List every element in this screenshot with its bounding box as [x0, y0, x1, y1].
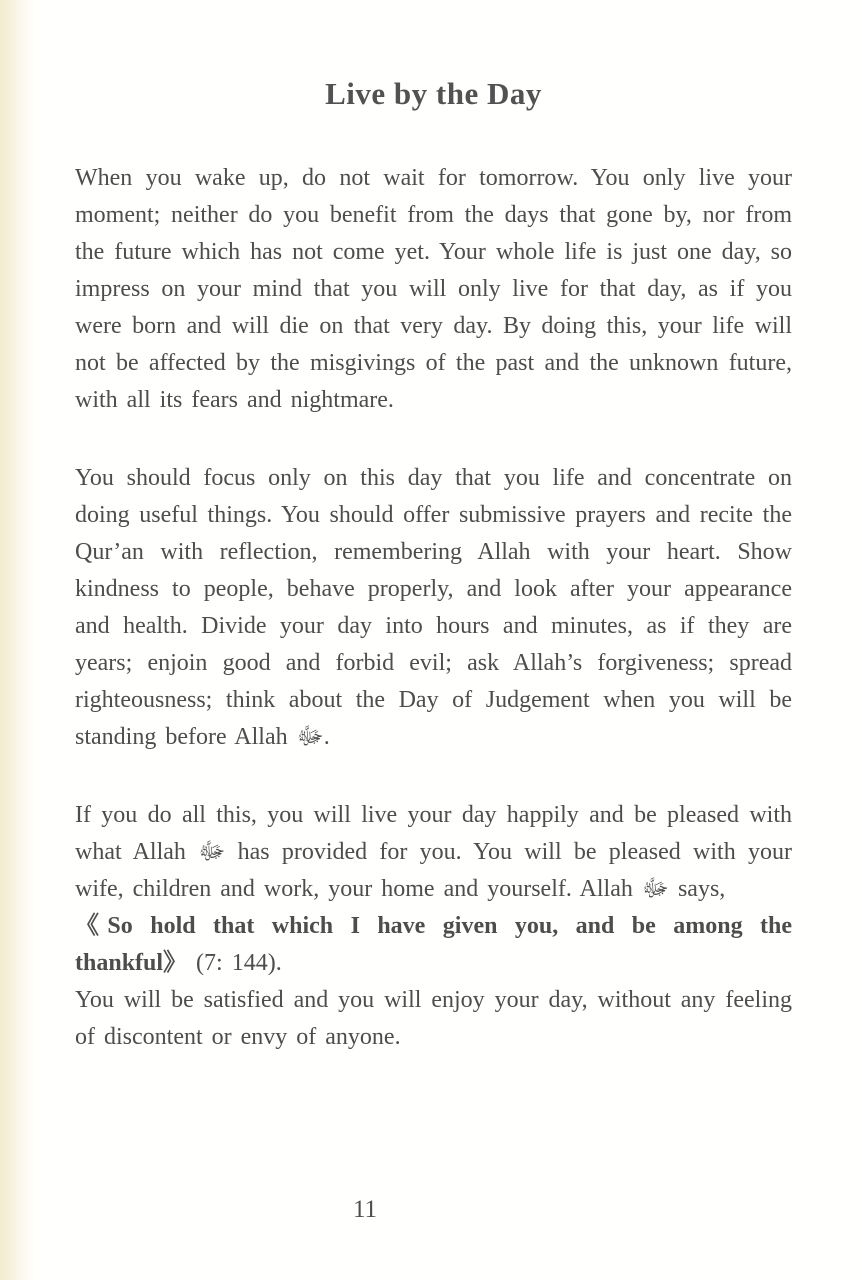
- paragraph-2: You should focus only on this day that you life and concentrate on doing useful things. You should offer submissive prayers and recite the Qur’an with reflection, remembering Allah with your heart. Show kindness to people, behave properly, and look after your appearance and health. Divide your day into hours and minutes, as if they are years; enjoin good and forbid evil; ask Allah’s forgiveness; spread righteousness; think about the Day of Judgement when you will be standing before Allah ﷻ.: [75, 465, 792, 750]
- chapter-title: Live by the Day: [325, 76, 542, 111]
- closing-paragraph: You will be satisfied and you will enjoy your day, without any feeling of discontent or envy of anyone.: [75, 987, 792, 1050]
- quote-text: 《So hold that which I have given you, and be among the thankful》: [75, 913, 792, 976]
- quran-quote: [75, 908, 792, 982]
- quote-reference: (7: 144).: [187, 950, 282, 976]
- paragraph-1: When you wake up, do not wait for tomorrow. You only live your moment; neither do you benefit from the days that gone by, nor from the future which has not come yet. Your whole life is just one day, so impress on your mind that you will only live for that day, as if you were born and will die on that very day. By doing this, your life will not be affected by the misgivings of the past and the unknown future, with all its fears and nightmare.: [75, 165, 792, 413]
- paragraph-3: If you do all this, you will live your day happily and be pleased with what Allah ﷻ has provided for you. You will be pleased with your wife, children and work, your home and yourself. Allah ﷻ says,: [75, 802, 792, 902]
- page-body: [75, 160, 792, 1056]
- page-number: 11: [352, 1196, 378, 1223]
- scanned-page-edge: [0, 0, 36, 1280]
